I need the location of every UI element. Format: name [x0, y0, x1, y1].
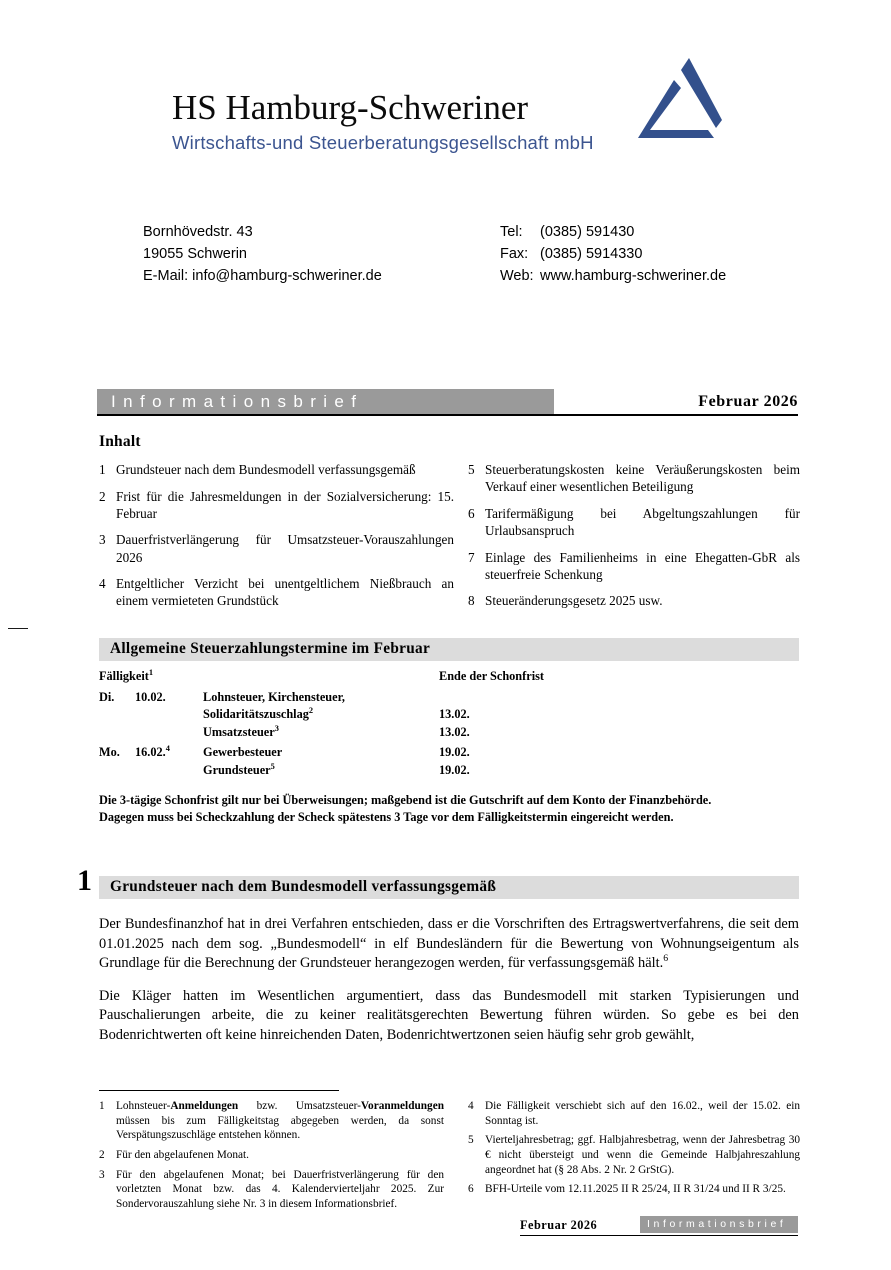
address-city: 19055 Schwerin [143, 246, 247, 263]
table-row [99, 743, 799, 764]
footnote-text-bold: Anmeldungen [170, 1100, 239, 1112]
row-grace: 13.02. [439, 707, 470, 721]
footnotes-column-right [468, 1099, 800, 1202]
row-tax-sup: 2 [308, 705, 314, 715]
footnote-number: 4 [468, 1100, 474, 1112]
article-paragraph [99, 915, 799, 974]
fax-row [500, 243, 726, 265]
toc-number: 6 [468, 505, 475, 521]
row-grace: 13.02. [439, 724, 470, 739]
address-block-left [143, 221, 382, 287]
row-tax: Gewerbesteuer [203, 745, 283, 759]
row-date: 16.02.$^4$ [135, 743, 170, 759]
phone-value: (0385) 591430 [540, 224, 635, 240]
footnote-text [485, 1182, 800, 1197]
footnote-text [116, 1148, 444, 1163]
informationsbrief-banner [97, 389, 798, 414]
payment-note-line2: Dagegen muss bei Scheckzahlung der Scheck spätestens 3 Tage vor dem Fälligkeitstermin eingereicht werden. [99, 809, 674, 824]
address-email-label: E-Mail: [143, 268, 189, 285]
row-tax: Solidaritätszuschlag$^2$ [203, 705, 314, 721]
footnote-text-run: Lohnsteuer- [116, 1100, 171, 1112]
article-paragraph-sup: 6 [663, 953, 669, 965]
toc-number: 5 [468, 462, 475, 477]
footnote-number: 2 [99, 1149, 105, 1162]
toc-item[interactable] [99, 575, 454, 609]
toc-label: Einlage des Familienheims in eine Ehegatten-GbR als steuerfreie Schenkung [485, 549, 800, 582]
fold-mark [8, 628, 28, 629]
toc-item[interactable] [468, 549, 800, 583]
toc-column-right [468, 461, 800, 619]
table-row [99, 761, 799, 782]
payment-note-line1: Die 3-tägige Schonfrist gilt nur bei Überweisungen; maßgebend ist die Gutschrift auf dem Konto der Finanzbehörde. [99, 793, 712, 807]
payment-section-heading [99, 638, 799, 661]
toc-item[interactable] [99, 488, 454, 522]
company-name: HS Hamburg-Schweriner [172, 88, 529, 127]
banner-rule [97, 414, 798, 416]
fax-label: Fax: [500, 246, 529, 263]
table-header-row [99, 667, 799, 688]
row-date: 10.02. [135, 689, 166, 704]
toc-label: Steueränderungsgesetz 2025 usw. [485, 593, 663, 609]
col-header-due-sup: 1 [148, 667, 154, 677]
footnote-text-run: bzw. Umsatzsteuer- [238, 1100, 361, 1112]
col-header-due: Fälligkeit$^1$ [99, 667, 154, 683]
footnote-text [116, 1168, 444, 1212]
article-paragraph: Die Kläger hatten im Wesentlichen argumentiert, dass das Bundesmodell mit starken Typisierungen und Pauschalierungen arbeite, die zu keiner realitätsgerechten Bewertung führen würden. So gebe es bei den Bodenrichtwerten oft keine hinreichenden Daten, Bodenrichtwertzonen seien häufig sehr grob gewählt, [99, 987, 799, 1043]
banner-date: Februar 2026 [698, 393, 798, 410]
payment-section-heading-text: Allgemeine Steuerzahlungstermine im Februar [110, 640, 431, 657]
row-tax: Umsatzsteuer$^3$ [203, 723, 279, 739]
toc-number: 1 [99, 462, 106, 477]
toc-number: 4 [99, 576, 106, 592]
payment-dates-table [99, 667, 799, 781]
article-heading-text: Grundsteuer nach dem Bundesmodell verfassungsgemäß [110, 878, 497, 895]
footnote-number: 6 [468, 1183, 474, 1196]
toc-item[interactable] [468, 592, 800, 609]
toc-label: Steuerberatungskosten keine Veräußerungskosten beim Verkauf einer wesentlichen Beteiligung [485, 462, 800, 495]
contents-heading: Inhalt [99, 433, 141, 450]
footnote-text-bold: Voranmeldungen [360, 1100, 444, 1112]
footnote-number: 5 [468, 1134, 474, 1147]
payment-note [99, 792, 799, 826]
article-paragraph-text: Der Bundesfinanzhof hat in drei Verfahren entschieden, dass er die Vorschriften des Ertragswertverfahrens, die seit dem 01.01.2025 nach dem sog. „Bundesmodell“ in elf Bundesländern für die Bewertung von Wohnungseigentum als Grundlage für die Berechnung der Grundsteuer herangezogen werden, für verfassungsgemäß hält. [99, 916, 799, 972]
footnote-text-run: Für den abgelaufenen Monat. [116, 1149, 250, 1162]
footnote-text-run: müssen bis zum Fälligkeitstag abgegeben werden, da sonst Verspätungszuschläge entstehen können. [116, 1114, 444, 1142]
article-number: 1 [77, 864, 92, 897]
toc-column-left [99, 461, 454, 619]
page-footer-date: Februar 2026 [520, 1218, 598, 1232]
toc-label: Dauerfristverlängerung für Umsatzsteuer-Vorauszahlungen 2026 [116, 532, 454, 565]
footnote-item [99, 1168, 444, 1212]
toc-label: Tarifermäßigung bei Abgeltungszahlungen für Urlaubsanspruch [485, 505, 800, 538]
phone-label: Tel: [500, 224, 523, 240]
page-footer-bar [640, 1216, 798, 1233]
row-tax-sup: 5 [270, 761, 275, 771]
toc-label: Entgeltlicher Verzicht bei unentgeltlichem Nießbrauch an einem vermieteten Grundstück [116, 576, 454, 609]
triangle-logo-icon [636, 58, 722, 146]
table-row [99, 705, 799, 726]
table-row [99, 723, 799, 744]
footnote-item [99, 1099, 444, 1143]
letterhead [0, 0, 891, 200]
toc-number: 2 [99, 488, 106, 504]
footnote-item [468, 1182, 800, 1197]
footnote-text-run: Für den abgelaufenen Monat; bei Dauerfristverlängerung für den vorletzten Monat bzw. das 4. Kalendervierteljahr 2025. Zur Sondervorauszahlung siehe Nr. 3 in diesem Informationsbrief. [116, 1168, 444, 1211]
footnote-text [485, 1133, 800, 1177]
row-tax: Grundsteuer$^5$ [203, 761, 275, 777]
footnote-text [116, 1099, 444, 1143]
banner-title: Informationsbrief [111, 392, 364, 411]
footnotes-column-left [99, 1099, 444, 1217]
page-footer-rule [520, 1235, 798, 1236]
address-email-row [143, 265, 382, 287]
row-grace: 19.02. [439, 745, 470, 759]
toc-item[interactable] [99, 531, 454, 565]
row-day: Mo. [99, 745, 120, 759]
row-tax: Lohnsteuer, Kirchensteuer, [203, 689, 345, 704]
toc-item[interactable] [99, 461, 454, 478]
article-heading [99, 876, 799, 899]
article-body [99, 915, 799, 1058]
page-footer-label: Informationsbrief [647, 1217, 787, 1230]
col-header-grace: Ende der Schonfrist [439, 669, 544, 683]
footnote-text-run: Die Fälligkeit verschiebt sich auf den 16.02., weil der 15.02. ein Sonntag ist. [485, 1100, 800, 1127]
company-subtitle: Wirtschafts-und Steuerberatungsgesellschaft mbH [172, 131, 594, 153]
row-day: Di. [99, 689, 115, 704]
address-block-right [500, 221, 726, 287]
toc-number: 7 [468, 549, 475, 565]
toc-item[interactable] [468, 461, 800, 495]
toc-label: Grundsteuer nach dem Bundesmodell verfassungsgemäß [116, 462, 416, 477]
fax-value: (0385) 5914330 [540, 246, 643, 263]
footnote-number: 3 [99, 1168, 105, 1181]
footnote-number: 1 [99, 1100, 105, 1112]
footnote-item [468, 1133, 800, 1177]
table-row [99, 691, 799, 709]
address-email-value: info@hamburg-schweriner.de [192, 268, 382, 285]
row-grace: 19.02. [439, 762, 470, 777]
toc-item[interactable] [468, 505, 800, 539]
web-value: www.hamburg-schweriner.de [540, 268, 727, 285]
phone-row [500, 221, 726, 243]
footnote-separator [99, 1090, 339, 1091]
web-row [500, 265, 726, 287]
footnote-text-run: Vierteljahresbetrag; ggf. Halbjahresbetrag, wenn der Jahresbetrag 30 € nicht übersteigt und wenn die Gemeinde Halbjahreszahlung angeordnet hat (§ 28 Abs. 2 Nr. 2 GrStG). [485, 1134, 800, 1176]
address-street: Bornhövedstr. 43 [143, 224, 253, 240]
footnote-item [99, 1148, 444, 1163]
row-tax-sup: 3 [274, 723, 279, 733]
page-footer [520, 1216, 798, 1238]
footnote-text-run: BFH-Urteile vom 12.11.2025 II R 25/24, II R 31/24 und II R 3/25. [485, 1183, 786, 1196]
footnote-text [485, 1099, 800, 1128]
row-date-sup: 4 [165, 743, 170, 753]
toc-number: 3 [99, 532, 106, 548]
toc-number: 8 [468, 593, 475, 609]
footnote-item [468, 1099, 800, 1128]
web-label: Web: [500, 268, 534, 285]
toc-label: Frist für die Jahresmeldungen in der Sozialversicherung: 15. Februar [116, 488, 454, 521]
